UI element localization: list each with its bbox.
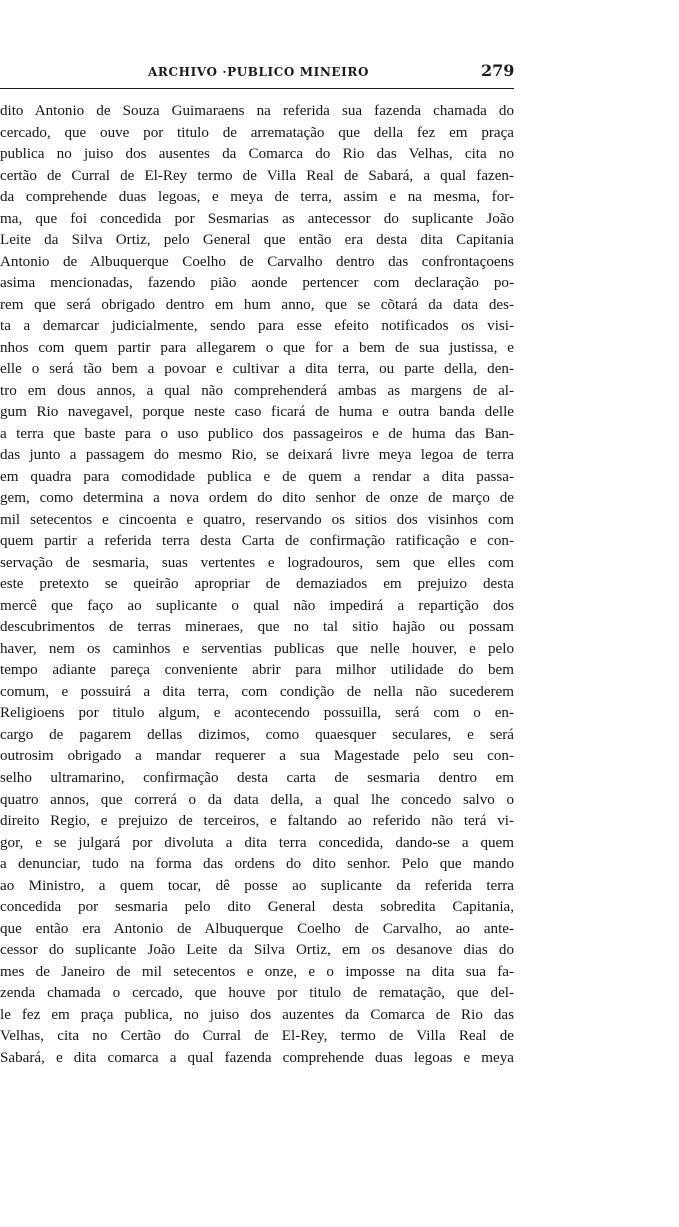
page-number: 279	[481, 61, 515, 80]
text-line: zenda chamada o cercado, que houve por titulo de rematação, que del-	[0, 985, 514, 1002]
text-line: ma, que foi concedida por Sesmarias as antecessor do suplicante João	[0, 210, 514, 227]
text-line: Leite da Silva Ortiz, pelo General que então era desta dita Capitania	[0, 232, 514, 249]
text-line: tro em dous annos, a qual não comprehenderá ambas as margens de al-	[0, 382, 514, 399]
text-line: Sabará, e dita comarca a qual fazenda comprehende duas legoas e meya	[0, 1049, 514, 1066]
text-line: ao Ministro, a quem tocar, dê posse ao suplicante da referida terra	[0, 877, 514, 894]
text-line: servação de sesmaria, suas vertentes e logradouros, sem que elles com	[0, 554, 514, 571]
text-line: asima mencionadas, fazendo pião aonde pertencer com declaração po-	[0, 275, 514, 292]
body-text	[0, 101, 514, 1069]
text-line: cercado, que ouve por titulo de arrematação que della fez em praça	[0, 124, 514, 141]
text-line: haver, nem os caminhos e serventias publicas que nelle houver, e pelo	[0, 640, 514, 657]
text-line: elle o será tão bem a povoar e cultivar a dita terra, ou parte della, den-	[0, 361, 514, 378]
page-header	[0, 60, 514, 88]
text-line: da comprehende duas legoas, e meya de terra, assim e na mesma, for-	[0, 189, 514, 206]
text-line: Antonio de Albuquerque Coelho de Carvalho dentro das confrontaçoens	[0, 253, 514, 270]
text-line: tempo adiante pareça conveniente abrir para milhor utilidade do bem	[0, 662, 514, 679]
text-line: publica no juiso dos ausentes da Comarca do Rio das Velhas, cita no	[0, 146, 514, 163]
text-line: cargo de pagarem dellas dizimos, como quaesquer seculares, e será	[0, 726, 514, 743]
text-line: das junto a passagem do mesmo Rio, se deixará livre meya legoa de terra	[0, 447, 514, 464]
text-line: outrosim obrigado a mandar requerer a sua Magestade pelo seu con-	[0, 748, 514, 765]
text-line: gum Rio navegavel, porque neste caso ficará de huma e outra banda delle	[0, 404, 514, 421]
text-line: gor, e se julgará por divoluta a dita terra concedida, dando-se a quem	[0, 834, 514, 851]
text-line: dito Antonio de Souza Guimaraens na referida sua fazenda chamada do	[0, 103, 514, 119]
text-line: mes de Janeiro de mil setecentos e onze, e o imposse na dita sua fa-	[0, 963, 514, 980]
text-line: Velhas, cita no Certão do Curral de El-Rey, termo de Villa Real de	[0, 1028, 514, 1045]
text-line: Religioens por titulo algum, e acontecendo possuilla, será com o en-	[0, 705, 514, 722]
text-line: a denunciar, tudo na forma das ordens do dito senhor. Pelo que mando	[0, 856, 514, 873]
text-line: descubrimentos de terras mineraes, que no tal sitio hajão ou possam	[0, 619, 514, 636]
text-line: em quadra para comodidade publica e de quem a rendar a dita passa-	[0, 468, 514, 485]
text-line: que então era Antonio de Albuquerque Coelho de Carvalho, ao ante-	[0, 920, 514, 937]
text-line: a terra que baste para o uso publico dos passageiros e de huma das Ban-	[0, 425, 514, 442]
running-title: ARCHIVO ·PUBLICO MINEIRO	[148, 65, 370, 79]
text-line: quem partir a referida terra desta Carta de confirmação ratificação e con-	[0, 533, 514, 550]
text-line: quatro annos, que correrá o da data della, a qual lhe concedo salvo o	[0, 791, 514, 808]
text-line: cessor do suplicante João Leite da Silva Ortiz, em os desanove dias do	[0, 942, 514, 959]
text-line: nhos com quem partir para allegarem o que for a bem de sua justissa, e	[0, 339, 514, 356]
text-line: selho ultramarino, confirmação desta carta de sesmaria dentro em	[0, 769, 514, 786]
text-line: concedida por sesmaria pelo dito General desta sobredita Capitania,	[0, 899, 514, 916]
header-rule	[0, 88, 514, 89]
text-line: mil setecentos e cincoenta e quatro, reservando os sitios dos visinhos com	[0, 511, 514, 528]
text-line: rem que será obrigado dentro em hum anno, que se cõtará da data des-	[0, 296, 514, 313]
text-line: ta a demarcar judicialmente, sendo para esse efeito notificados os visi-	[0, 318, 514, 335]
text-line: direito Regio, e prejuizo de terceiros, e faltando ao referido não terá vi-	[0, 813, 514, 830]
text-line: mercê que faço ao suplicante o qual não impedirá a repartição dos	[0, 597, 514, 614]
text-line: comum, e possuirá a dita terra, com condição de nella não sucederem	[0, 683, 514, 700]
text-line: este pretexto se queirão apropriar de demaziados em prejuizo desta	[0, 576, 514, 593]
text-line: gem, como determina a nova ordem do dito senhor de onze de março de	[0, 490, 514, 507]
text-line: le fez em praça publica, no juiso dos auzentes da Comarca de Rio das	[0, 1006, 514, 1023]
text-line: certão de Curral de El-Rey termo de Villa Real de Sabará, a qual fazen-	[0, 167, 514, 184]
